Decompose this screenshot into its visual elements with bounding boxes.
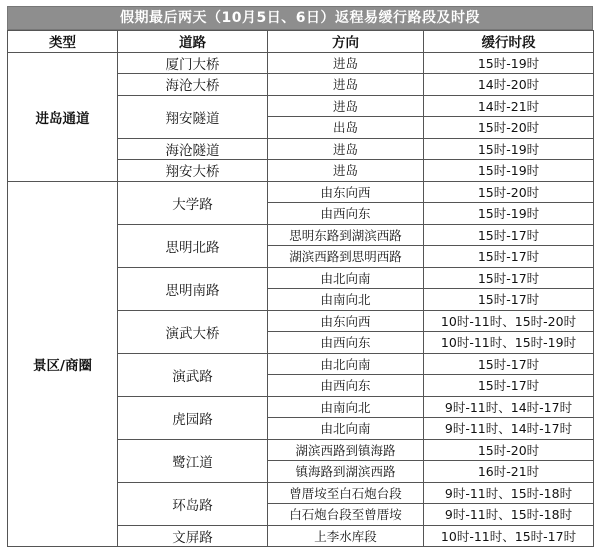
direction-cell: 进岛 xyxy=(268,52,424,74)
header-road: 道路 xyxy=(118,31,268,53)
direction-cell: 镇海路到湖滨西路 xyxy=(268,461,424,483)
road-cell: 演武大桥 xyxy=(118,310,268,353)
time-cell: 15时-17时 xyxy=(424,353,594,375)
direction-cell: 由南向北 xyxy=(268,396,424,418)
time-cell: 15时-17时 xyxy=(424,267,594,289)
road-cell: 文屏路 xyxy=(118,525,268,547)
direction-cell: 进岛 xyxy=(268,160,424,182)
direction-cell: 由西向东 xyxy=(268,375,424,397)
time-cell: 14时-21时 xyxy=(424,95,594,117)
road-cell: 翔安大桥 xyxy=(118,160,268,182)
time-cell: 10时-11时、15时-20时 xyxy=(424,310,594,332)
time-cell: 15时-20时 xyxy=(424,181,594,203)
direction-cell: 进岛 xyxy=(268,138,424,160)
direction-cell: 由西向东 xyxy=(268,332,424,354)
header-type: 类型 xyxy=(8,31,118,53)
time-cell: 15时-19时 xyxy=(424,203,594,225)
time-cell: 15时-17时 xyxy=(424,375,594,397)
table-row xyxy=(8,52,594,74)
direction-cell: 由东向西 xyxy=(268,181,424,203)
time-cell: 16时-21时 xyxy=(424,461,594,483)
time-cell: 9时-11时、15时-18时 xyxy=(424,504,594,526)
road-cell: 环岛路 xyxy=(118,482,268,525)
road-cell: 海沧隧道 xyxy=(118,138,268,160)
header-direction: 方向 xyxy=(268,31,424,53)
road-cell: 思明南路 xyxy=(118,267,268,310)
direction-cell: 由西向东 xyxy=(268,203,424,225)
header-time: 缓行时段 xyxy=(424,31,594,53)
direction-cell: 由东向西 xyxy=(268,310,424,332)
category-cell: 景区/商圈 xyxy=(8,181,118,547)
time-cell: 9时-11时、15时-18时 xyxy=(424,482,594,504)
road-cell: 大学路 xyxy=(118,181,268,224)
direction-cell: 白石炮台段至曾厝垵 xyxy=(268,504,424,526)
time-cell: 15时-19时 xyxy=(424,160,594,182)
road-cell: 演武路 xyxy=(118,353,268,396)
road-cell: 虎园路 xyxy=(118,396,268,439)
direction-cell: 由北向南 xyxy=(268,353,424,375)
direction-cell: 湖滨西路到镇海路 xyxy=(268,439,424,461)
traffic-table-container xyxy=(7,6,593,547)
direction-cell: 由北向南 xyxy=(268,418,424,440)
direction-cell: 思明东路到湖滨西路 xyxy=(268,224,424,246)
direction-cell: 由南向北 xyxy=(268,289,424,311)
traffic-table xyxy=(7,30,594,547)
road-cell: 厦门大桥 xyxy=(118,52,268,74)
direction-cell: 进岛 xyxy=(268,95,424,117)
road-cell: 思明北路 xyxy=(118,224,268,267)
direction-cell: 进岛 xyxy=(268,74,424,96)
direction-cell: 由北向南 xyxy=(268,267,424,289)
time-cell: 10时-11时、15时-17时 xyxy=(424,525,594,547)
time-cell: 14时-20时 xyxy=(424,74,594,96)
time-cell: 15时-19时 xyxy=(424,138,594,160)
category-cell: 进岛通道 xyxy=(8,52,118,181)
road-cell: 鹭江道 xyxy=(118,439,268,482)
header-row xyxy=(8,31,594,53)
time-cell: 15时-20时 xyxy=(424,117,594,139)
time-cell: 15时-20时 xyxy=(424,439,594,461)
time-cell: 15时-17时 xyxy=(424,224,594,246)
table-row xyxy=(8,181,594,203)
road-cell: 翔安隧道 xyxy=(118,95,268,138)
time-cell: 15时-17时 xyxy=(424,246,594,268)
direction-cell: 上李水库段 xyxy=(268,525,424,547)
table-body xyxy=(8,52,594,547)
direction-cell: 出岛 xyxy=(268,117,424,139)
road-cell: 海沧大桥 xyxy=(118,74,268,96)
time-cell: 9时-11时、14时-17时 xyxy=(424,418,594,440)
direction-cell: 曾厝垵至白石炮台段 xyxy=(268,482,424,504)
time-cell: 15时-19时 xyxy=(424,52,594,74)
table-title: 假期最后两天（10月5日、6日）返程易缓行路段及时段 xyxy=(7,6,593,30)
direction-cell: 湖滨西路到思明西路 xyxy=(268,246,424,268)
time-cell: 15时-17时 xyxy=(424,289,594,311)
time-cell: 9时-11时、14时-17时 xyxy=(424,396,594,418)
time-cell: 10时-11时、15时-19时 xyxy=(424,332,594,354)
